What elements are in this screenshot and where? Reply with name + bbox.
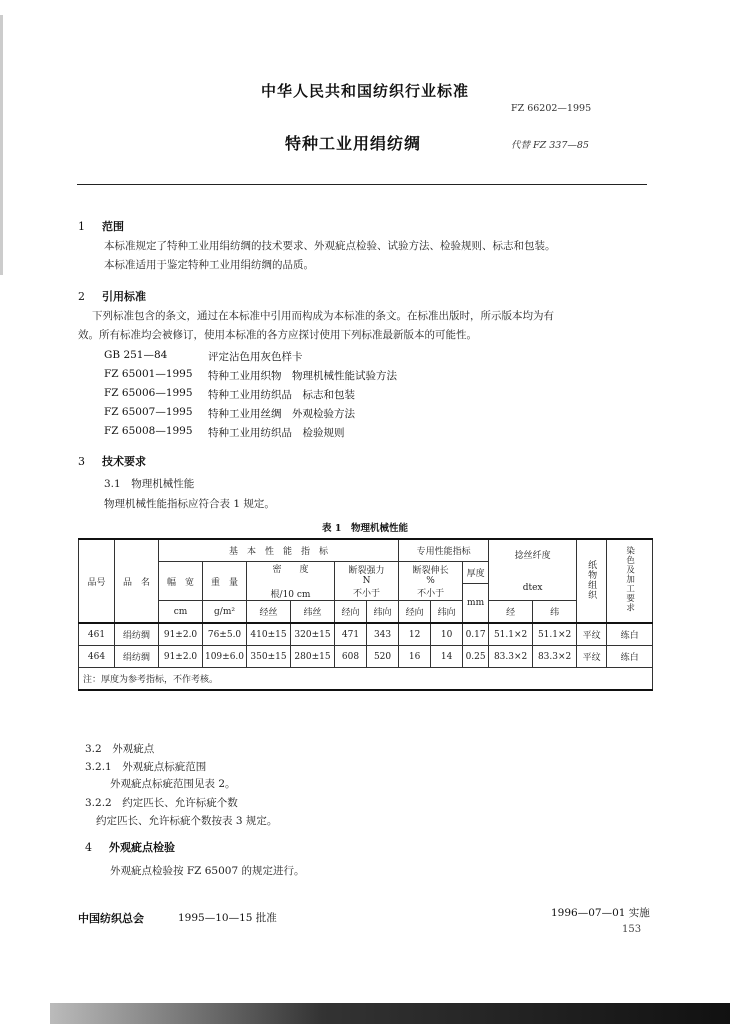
header-elongation-min: 不小于 — [417, 589, 445, 599]
header-breaking-min: 不小于 — [353, 589, 381, 599]
header-fineness — [489, 539, 577, 601]
cell-thickness: 0.17 — [463, 623, 489, 646]
section-4-heading — [85, 839, 175, 855]
approval-date: 1995—10—15 批准 — [178, 912, 277, 924]
cell-weight: 109±6.0 — [203, 646, 247, 668]
header-weight: 重 量 — [203, 562, 247, 601]
header-basic-indicators: 基 本 性 能 指 标 — [159, 539, 399, 562]
header-special-indicators: 专用性能指标 — [399, 539, 489, 562]
subsection-3-2-1-heading: 3.2.1 外观疵点标疵范围 — [85, 761, 207, 773]
header-thickness: 厚度 — [463, 562, 489, 584]
header-breaking-label: 断裂强力 — [348, 566, 385, 576]
cell-breaking-weft: 520 — [367, 646, 399, 668]
section-number: 3 — [78, 455, 85, 468]
header-dye-label: 染色及加工要求 — [624, 546, 635, 613]
ref-code: FZ 65001—1995 — [104, 368, 193, 380]
subsection-3-2-2-paragraph: 约定匹长、允许标疵个数按表 3 规定。 — [96, 815, 278, 827]
header-weft-yarn: 纬丝 — [291, 601, 335, 624]
cell-density-weft: 320±15 — [291, 623, 335, 646]
header-weave-label: 纸物组织 — [586, 559, 597, 600]
cell-fineness-weft: 83.3×2 — [533, 646, 577, 668]
cell-fineness-weft: 51.1×2 — [533, 623, 577, 646]
unit-gm2: g/m² — [203, 601, 247, 624]
section-title: 范围 — [102, 220, 124, 233]
ref-code: FZ 65007—1995 — [104, 406, 193, 418]
table-1-physical-properties — [78, 538, 653, 691]
cell-product-name: 绢纺绸 — [115, 646, 159, 668]
section-2-paragraph-2: 效。所有标准均会被修订，使用本标准的各方应探讨使用下列标准最新版本的可能性。 — [78, 329, 477, 341]
cell-dye: 练白 — [607, 646, 653, 668]
subsection-3-2-1-paragraph: 外观疵点标疵范围见表 2。 — [110, 778, 236, 790]
header-density-unit: 根/10 cm — [270, 590, 311, 600]
scan-edge-mark — [0, 15, 3, 275]
header-product-no: 品号 — [79, 539, 115, 623]
ref-code: GB 251—84 — [104, 349, 168, 361]
ref-name: 评定沾色用灰色样卡 — [208, 351, 303, 363]
section-number: 4 — [85, 841, 92, 854]
header-weft-direction: 纬向 — [367, 601, 399, 624]
section-title: 技术要求 — [102, 455, 146, 468]
issuing-organization: 中国纺织总会 — [78, 912, 144, 925]
header-fineness-unit: dtex — [522, 582, 543, 593]
cell-fineness-warp: 51.1×2 — [489, 623, 533, 646]
cell-breaking-weft: 343 — [367, 623, 399, 646]
section-2-heading — [78, 288, 146, 304]
section-number: 2 — [78, 290, 85, 303]
cell-elongation-warp: 16 — [399, 646, 431, 668]
subsection-3-2-2-heading: 3.2.2 约定匹长、允许标疵个数 — [85, 797, 238, 809]
section-1-paragraph-2: 本标准适用于鉴定特种工业用绢纺绸的品质。 — [104, 259, 314, 271]
cell-width: 91±2.0 — [159, 623, 203, 646]
header-fineness-label: 捻丝纤度 — [514, 550, 551, 561]
cell-breaking-warp: 608 — [335, 646, 367, 668]
table-1-note: 注：厚度为参考指标，不作考核。 — [79, 668, 653, 691]
section-number: 1 — [78, 220, 85, 233]
ref-code: FZ 65008—1995 — [104, 425, 193, 437]
ref-name: 特种工业用纺织品 检验规则 — [208, 427, 345, 439]
header-warp-direction: 经向 — [335, 601, 367, 624]
section-1-heading — [78, 218, 124, 234]
implementation-date: 1996—07—01 实施 — [551, 907, 650, 919]
header-fineness-warp: 经 — [489, 601, 533, 624]
subsection-3-1-heading: 3.1 物理机械性能 — [104, 478, 195, 490]
cell-density-warp: 350±15 — [247, 646, 291, 668]
header-product-name: 品 名 — [115, 539, 159, 623]
cell-fineness-warp: 83.3×2 — [489, 646, 533, 668]
cell-density-warp: 410±15 — [247, 623, 291, 646]
cell-product-no: 461 — [79, 623, 115, 646]
unit-cm: cm — [159, 601, 203, 624]
cell-density-weft: 280±15 — [291, 646, 335, 668]
standard-code: FZ 66202—1995 — [511, 103, 592, 114]
cell-weave: 平纹 — [577, 623, 607, 646]
header-elongation-label: 断裂伸长 — [412, 566, 449, 576]
header-breaking-strength — [335, 562, 399, 601]
cell-weight: 76±5.0 — [203, 623, 247, 646]
standard-category-title: 中华人民共和国纺织行业标准 — [260, 82, 469, 100]
subsection-3-1-paragraph: 物理机械性能指标应符合表 1 规定。 — [104, 498, 275, 510]
header-density-label: 密 度 — [272, 565, 309, 575]
page-number: 153 — [622, 924, 642, 935]
header-thickness-unit: mm — [463, 584, 489, 624]
cell-product-name: 绢纺绸 — [115, 623, 159, 646]
scan-shadow — [50, 1003, 730, 1024]
header-elongation — [399, 562, 463, 601]
cell-elongation-warp: 12 — [399, 623, 431, 646]
header-weft-direction: 纬向 — [431, 601, 463, 624]
cell-dye: 练白 — [607, 623, 653, 646]
cell-breaking-warp: 471 — [335, 623, 367, 646]
header-width: 幅 宽 — [159, 562, 203, 601]
section-1-paragraph-1: 本标准规定了特种工业用绢纺绸的技术要求、外观疵点检验、试验方法、检验规则、标志和包装。 — [104, 240, 556, 252]
section-4-paragraph: 外观疵点检验按 FZ 65007 的规定进行。 — [110, 865, 305, 877]
section-2-paragraph-1: 下列标准包含的条文，通过在本标准中引用而构成为本标准的条文。在标准出版时，所示版本均为有 — [92, 310, 554, 322]
header-warp-yarn: 经丝 — [247, 601, 291, 624]
table-1-caption: 表 1 物理机械性能 — [322, 523, 408, 534]
cell-weave: 平纹 — [577, 646, 607, 668]
subsection-3-2-heading: 3.2 外观疵点 — [85, 743, 155, 755]
ref-name: 特种工业用织物 物理机械性能试验方法 — [208, 370, 397, 382]
header-density — [247, 562, 335, 601]
cell-width: 91±2.0 — [159, 646, 203, 668]
ref-name: 特种工业用纺织品 标志和包装 — [208, 389, 355, 401]
section-3-heading — [78, 453, 146, 469]
header-warp-direction: 经向 — [399, 601, 431, 624]
ref-code: FZ 65006—1995 — [104, 387, 193, 399]
section-title: 外观疵点检验 — [109, 841, 175, 854]
header-elongation-unit: % — [426, 576, 435, 586]
header-dye — [607, 539, 653, 623]
cell-thickness: 0.25 — [463, 646, 489, 668]
cell-product-no: 464 — [79, 646, 115, 668]
header-weave — [577, 539, 607, 623]
cell-elongation-weft: 10 — [431, 623, 463, 646]
section-title: 引用标准 — [102, 290, 146, 303]
document-title: 特种工业用绢纺绸 — [285, 134, 422, 153]
cell-elongation-weft: 14 — [431, 646, 463, 668]
header-breaking-unit: N — [362, 576, 371, 586]
header-fineness-weft: 纬 — [533, 601, 577, 624]
header-rule — [77, 184, 647, 185]
replaces-standard: 代替 FZ 337—85 — [511, 140, 589, 151]
ref-name: 特种工业用丝绸 外观检验方法 — [208, 408, 355, 420]
